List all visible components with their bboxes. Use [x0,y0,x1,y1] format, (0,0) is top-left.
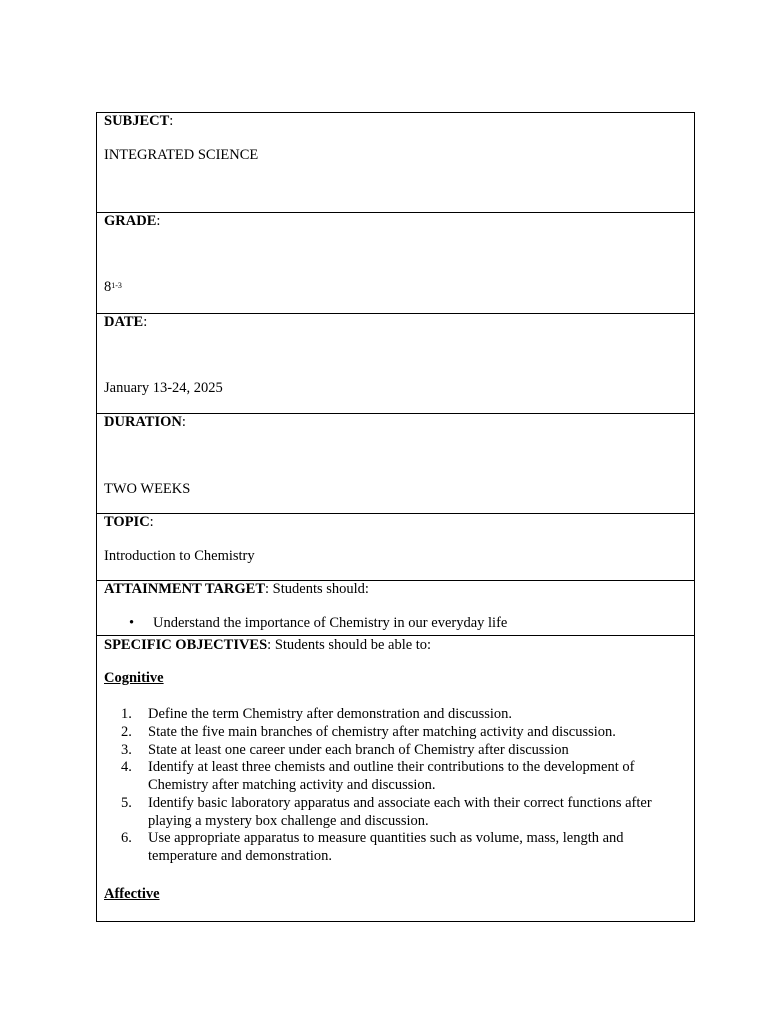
grade-row [97,213,695,314]
date-cell [97,314,695,414]
duration-heading [104,414,186,431]
affective-heading: Affective [104,886,160,902]
subject-heading [104,113,173,130]
date-row [97,314,695,414]
subject-label: SUBJECT [104,113,170,129]
list-number: 1. [121,706,132,722]
attainment-cell [97,581,695,636]
list-item-text: State at least one career under each branch of Chemistry after discussion [148,741,569,758]
duration-colon: : [181,414,186,430]
objectives-heading [104,637,431,654]
topic-heading [104,514,154,531]
list-item [104,795,684,831]
topic-row [97,514,695,581]
grade-colon: : [156,213,161,229]
list-item-text: Define the term Chemistry after demonstration and discussion. [148,706,513,722]
grade-superscript: 1-3 [111,281,122,290]
subject-row [97,113,695,213]
lesson-plan-table [96,112,695,922]
list-item [104,706,684,724]
date-colon: : [143,314,148,330]
list-item-text: State the five main branches of chemistry after matching activity and discussion. [148,723,616,740]
objectives-label: SPECIFIC OBJECTIVES [104,637,268,653]
list-number: 5. [121,794,132,811]
attainment-label: ATTAINMENT TARGET [104,581,266,597]
attainment-item [129,615,507,632]
list-number: 4. [121,759,132,776]
list-number: 3. [121,741,132,758]
grade-number: 8 [104,279,112,295]
list-item-text: Identify basic laboratory apparatus and associate each with their correct functions after playing a mystery box challenge and discussion. [148,794,652,829]
objectives-cell [97,636,695,922]
list-number: 6. [121,830,132,847]
bullet-icon: • [129,615,135,631]
subject-cell [97,113,695,213]
subject-colon: : [169,113,174,129]
topic-label: TOPIC [104,514,150,530]
date-label: DATE [104,314,144,330]
list-item-text: Identify at least three chemists and outline their contributions to the development of Chemistry after matching activity and discussion. [148,759,635,793]
attainment-intro: : Students should: [265,581,369,597]
list-item [104,742,684,760]
list-item [104,830,684,866]
objectives-row [97,636,695,922]
attainment-item-text: Understand the importance of Chemistry in our everyday life [153,615,508,631]
list-item [104,759,684,795]
grade-value [104,279,122,296]
attainment-list [129,615,507,632]
list-item-text: Use appropriate apparatus to measure quantities such as volume, mass, length and temperature and demonstration. [148,830,624,864]
duration-value: TWO WEEKS [104,481,191,497]
duration-cell [97,414,695,514]
cognitive-objectives-list [104,706,684,866]
subject-value: INTEGRATED SCIENCE [104,147,259,163]
duration-row [97,414,695,514]
grade-heading [104,213,160,230]
topic-cell [97,514,695,581]
date-value: January 13-24, 2025 [104,380,223,396]
topic-colon: : [149,514,154,530]
grade-cell [97,213,695,314]
list-item [104,724,684,742]
topic-value: Introduction to Chemistry [104,548,255,564]
grade-label: GRADE [104,213,157,229]
duration-label: DURATION [104,414,182,430]
objectives-intro: : Students should be able to: [267,637,432,653]
date-heading [104,314,147,331]
attainment-row [97,581,695,636]
list-number: 2. [121,723,132,740]
cognitive-heading: Cognitive [104,670,164,686]
attainment-heading [104,581,369,598]
